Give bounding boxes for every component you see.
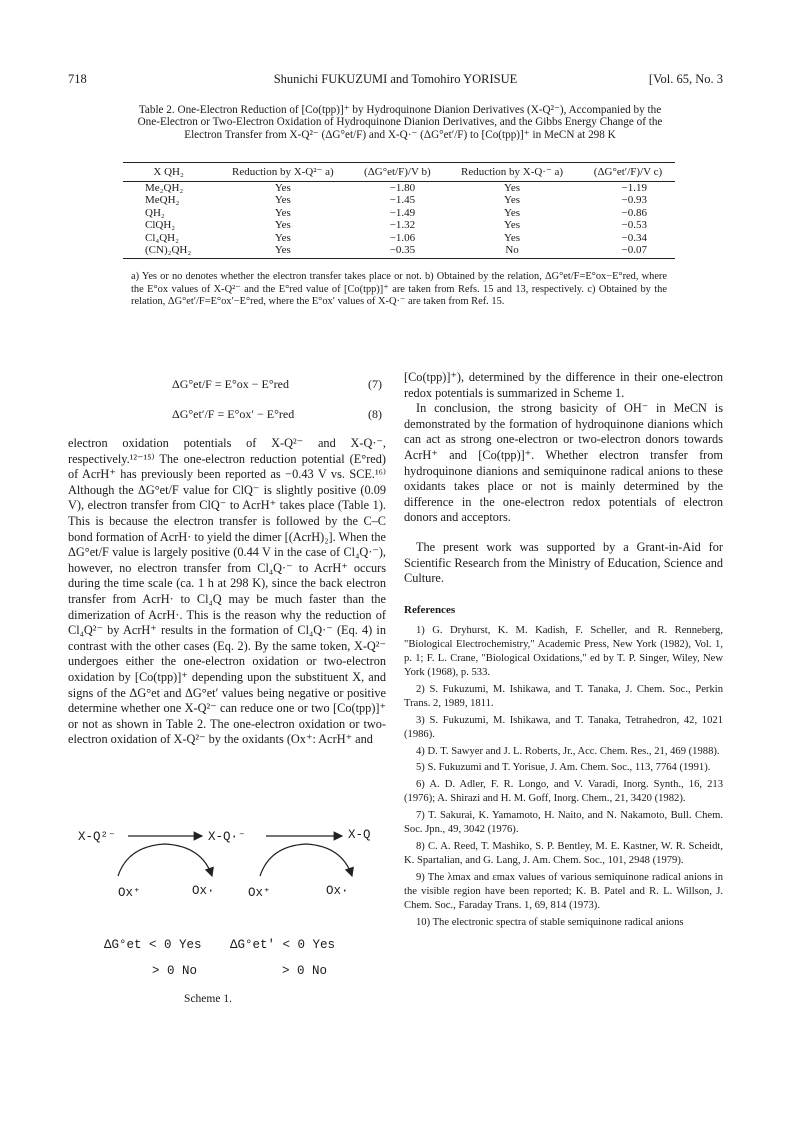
table-cell: −1.80 bbox=[389, 182, 416, 194]
table-cell: −1.45 bbox=[389, 194, 416, 207]
data-table bbox=[123, 162, 675, 259]
reaction-scheme bbox=[70, 820, 390, 1010]
equation-number: (8) bbox=[368, 407, 382, 421]
species-dianion: X-Q²⁻ bbox=[78, 830, 116, 844]
table-caption: Table 2. One-Electron Reduction of [Co(tpp)]⁺ by Hydroquinone Dianion Derivatives (X-Q²⁻), Accompanied by the One-Electron or Two-Electron Oxidation of Hydroquinone Dianion Derivatives, and the Gibbs Energy Change of the Electron Transfer from X-Q²⁻ (ΔG°et/F) and X-Q·⁻ (ΔG°et′/F) to [Co(tpp)]⁺ in MeCN at 298 K bbox=[137, 104, 663, 141]
equation-text: ΔG°et′/F = E°ox′ − E°red bbox=[172, 407, 295, 421]
table-cell: Yes bbox=[504, 231, 521, 244]
table-cell: −0.35 bbox=[351, 244, 443, 259]
references-heading: References bbox=[404, 603, 456, 616]
table-cell: −0.34 bbox=[621, 231, 647, 244]
table-cell: Yes bbox=[274, 182, 291, 194]
species-quinone: X-Q bbox=[348, 828, 371, 842]
table-cell: Cl₄QH₂ bbox=[145, 231, 179, 244]
curved-arrow bbox=[260, 844, 352, 876]
body-paragraph: electron oxidation potentials of X-Q²⁻ and X-Q·⁻, respectively.¹²⁻¹⁵⁾ The one-electron reduction potential (E°red) of AcrH⁺ has previously been reported as −0.43 V vs. SCE.¹⁶⁾ Although the ΔG°et/F value for ClQ⁻ is slightly positive (0.09 V), electron transfer from ClQ⁻ to AcrH⁺ takes place (Table 1). This is because the electron transfer is followed by the C–C bond formation of AcrH· to yield the dimer [(AcrH)₂]. When the ΔG°et/F value is largely positive (0.44 V in the case of Cl₄Q·⁻), however, no electron transfer from Cl₄Q·⁻ to AcrH⁺ occurs during the time scale (ca. 1 h at 298 K), since the back electron transfer from AcrH· to Cl₄Q may be much faster than the dimerization of AcrH·. This is the reason why the reduction of Cl₄Q²⁻ by AcrH⁺ results in the formation of Cl₄Q·⁻ (Eq. 4) in contrast with the other cases (Eq. 2). By the same token, X-Q²⁻ undergoes either the one-electron oxidation or two-electron oxidation by [Co(tpp)]⁺ depending upon the substituent X, and signs of the ΔG°et and ΔG°et′ values being negative or positive determine whether one X-Q²⁻ can reduce one or two [Co(tpp)]⁺ or not as shown in Table 2. The one-electron oxidation or two-electron oxidation of X-Q²⁻ by the oxidants (Ox⁺: AcrH⁺ and bbox=[68, 436, 386, 747]
table-row bbox=[123, 182, 675, 195]
table-cell: Yes bbox=[274, 219, 291, 232]
equation-number: (7) bbox=[368, 377, 382, 391]
reference-item: 2) S. Fukuzumi, M. Ishikawa, and T. Tanaka, J. Chem. Soc., Perkin Trans. 2, 1989, 1811. bbox=[404, 683, 723, 709]
page-number: 718 bbox=[68, 72, 87, 86]
oxidant-label: Ox· bbox=[326, 884, 349, 898]
oxidant-label: Ox· bbox=[192, 884, 215, 898]
table-cell: Yes bbox=[504, 182, 521, 194]
scheme-caption: Scheme 1. bbox=[184, 993, 232, 1005]
table-cell: Yes bbox=[214, 244, 351, 259]
table-header-cell: (ΔG°et′/F)/V c) bbox=[581, 163, 675, 182]
equation-8 bbox=[172, 407, 382, 422]
equation-7 bbox=[172, 377, 382, 392]
condition-positive: > 0 No bbox=[282, 964, 328, 978]
table-cell: −1.32 bbox=[389, 219, 416, 232]
table-cell: −0.86 bbox=[621, 206, 647, 219]
reference-item: 7) T. Sakurai, K. Yamamoto, H. Naito, and N. Nakamoto, Bull. Chem. Soc. Jpn., 49, 3042 (1976). bbox=[404, 810, 723, 836]
table-row bbox=[123, 194, 675, 206]
journal-volume: [Vol. 65, No. 3 bbox=[648, 72, 723, 86]
conclusion-paragraph: In conclusion, the strong basicity of OH⁻ in MeCN is demonstrated by the formation of hydroquinone dianions which can act as strong one-electron or two-electron donors towards AcrH⁺ and [Co(tpp)]⁺. Whether electron transfer from hydroquinone dianions and semiquinone radical anions to these oxidants takes place or not is mainly determined by the difference in the one-electron redox potentials of electron donors and acceptors. bbox=[404, 401, 723, 525]
body-paragraph: [Co(tpp)]⁺), determined by the difference in their one-electron redox potentials is summarized in Scheme 1. bbox=[404, 370, 723, 400]
reference-item: 5) S. Fukuzumi and T. Yorisue, J. Am. Chem. Soc., 113, 7764 (1991). bbox=[416, 762, 711, 774]
table-row bbox=[123, 232, 675, 244]
table-header-cell: Reduction by X-Q·⁻ a) bbox=[443, 163, 581, 182]
table-header-row bbox=[123, 163, 675, 182]
table-cell: Yes bbox=[274, 206, 291, 219]
table-cell: Yes bbox=[504, 206, 521, 219]
table-cell: Me₂QH₂ bbox=[145, 182, 184, 194]
right-column bbox=[404, 370, 723, 932]
table-cell: Yes bbox=[274, 231, 291, 244]
table-cell: −0.53 bbox=[621, 219, 647, 232]
table-header-cell: X QH₂ bbox=[123, 163, 214, 182]
table-footnote: a) Yes or no denotes whether the electron transfer takes place or not. b) Obtained by the relation, ΔG°et/F=E°ox−E°red, where the E°ox values of X-Q²⁻ and the E°red value of [Co(tpp)]⁺ are taken from Refs. 15 and 13, respectively. c) Obtained by the relation, ΔG°et′/F=E°ox′−E°red, where the E°ox′ values of X-Q·⁻ are taken from Ref. 15. bbox=[131, 271, 667, 308]
table-row bbox=[123, 219, 675, 231]
table-header-cell: (ΔG°et/F)/V b) bbox=[351, 163, 443, 182]
reference-item: 1) G. Dryhurst, K. M. Kadish, F. Scheller, and R. Renneberg, "Biological Electrochemistry," Academic Press, New York (1982), Vol. 1, p. 1; F. L. Crane, "Biological Oxidations," ed by T. P. Singer, Wiley, New York (1968), p. 533. bbox=[404, 625, 723, 679]
reference-item: 6) A. D. Adler, F. R. Longo, and V. Varadi, Inorg. Synth., 16, 213 (1976); A. Shirazi and H. M. Goff, Inorg. Chem., 21, 3420 (1982). bbox=[404, 779, 723, 805]
table-cell: Yes bbox=[274, 194, 291, 207]
left-column bbox=[68, 436, 386, 748]
table-cell: QH₂ bbox=[145, 206, 165, 219]
condition-negative: ΔG°et′ < 0 Yes bbox=[230, 938, 336, 952]
species-radical-anion: X-Q·⁻ bbox=[208, 830, 246, 844]
table-cell: −1.19 bbox=[621, 182, 647, 194]
acknowledgement: The present work was supported by a Grant-in-Aid for Scientific Research from the Ministry of Education, Science and Culture. bbox=[404, 539, 723, 586]
table-cell: −0.07 bbox=[581, 244, 675, 259]
table-cell: MeQH₂ bbox=[145, 194, 180, 207]
table-cell: Yes bbox=[504, 219, 521, 232]
running-authors: Shunichi FUKUZUMI and Tomohiro YORISUE bbox=[273, 72, 518, 86]
table-cell: ClQH₂ bbox=[145, 219, 176, 232]
table-row bbox=[123, 244, 675, 259]
table-cell: −1.49 bbox=[389, 206, 416, 219]
reference-item: 10) The electronic spectra of stable semiquinone radical anions bbox=[416, 916, 684, 928]
table-cell: No bbox=[443, 244, 581, 259]
condition-negative: ΔG°et < 0 Yes bbox=[104, 938, 202, 952]
reference-item: 4) D. T. Sawyer and J. L. Roberts, Jr., Acc. Chem. Res., 21, 469 (1988). bbox=[416, 745, 720, 757]
reference-item: 3) S. Fukuzumi, M. Ishikawa, and T. Tanaka, Tetrahedron, 42, 1021 (1986). bbox=[404, 714, 723, 740]
equation-text: ΔG°et/F = E°ox − E°red bbox=[172, 377, 289, 391]
table-row bbox=[123, 207, 675, 219]
condition-positive: > 0 No bbox=[152, 964, 198, 978]
table-cell: −1.06 bbox=[389, 231, 416, 244]
table-cell: (CN)₂QH₂ bbox=[123, 244, 214, 259]
table-cell: Yes bbox=[504, 194, 521, 207]
oxidant-label: Ox⁺ bbox=[248, 886, 271, 900]
running-header bbox=[68, 72, 723, 88]
table-header-cell: Reduction by X-Q²⁻ a) bbox=[214, 163, 351, 182]
table-cell: −0.93 bbox=[621, 194, 647, 207]
oxidant-label: Ox⁺ bbox=[118, 886, 141, 900]
reference-item: 9) The λmax and εmax values of various semiquinone radical anions in the visible region have been reported; K. B. Patel and R. L. Willson, J. Chem. Soc., Faraday Trans. 1, 69, 814 (1973). bbox=[404, 871, 723, 911]
scheme-arrows bbox=[70, 820, 390, 1010]
curved-arrow bbox=[118, 844, 212, 876]
reference-item: 8) C. A. Reed, T. Mashiko, S. P. Bentley, M. E. Kastner, W. R. Scheidt, K. Spartalian, and G. Lang, J. Am. Chem. Soc., 101, 2948 (1979). bbox=[404, 841, 723, 866]
